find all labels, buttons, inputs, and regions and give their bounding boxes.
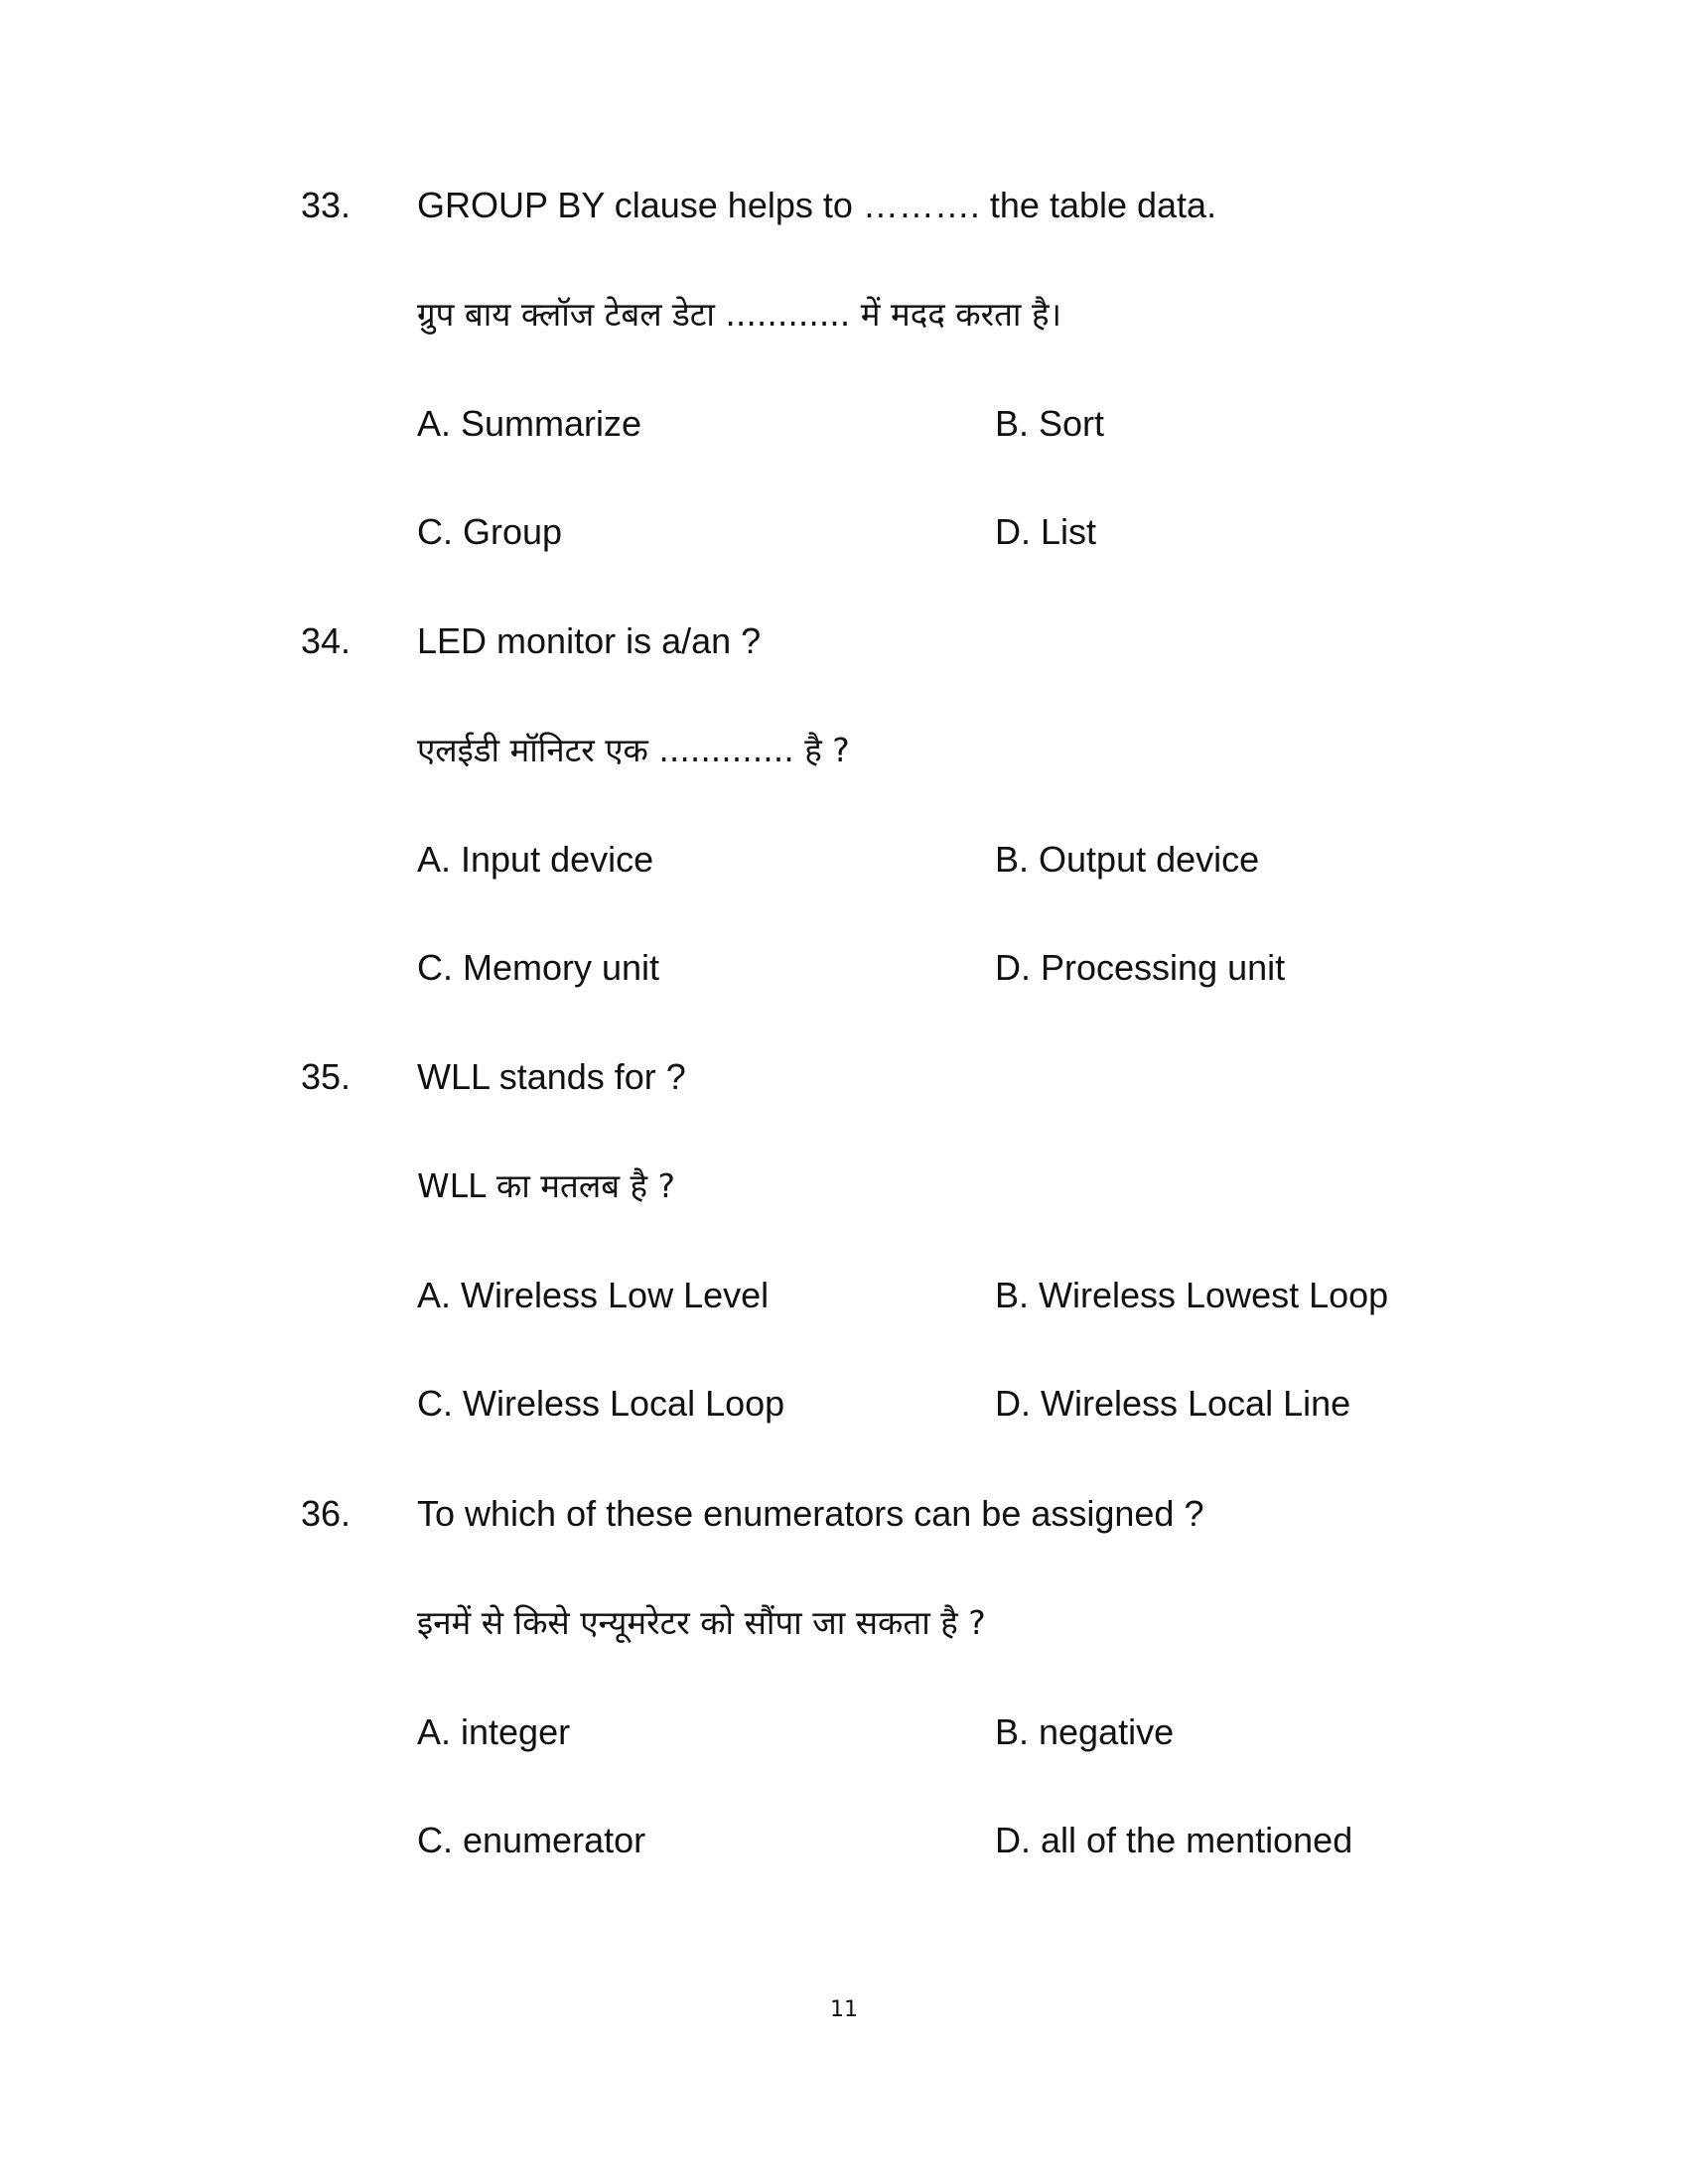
option-b: B. negative [995,1711,1175,1752]
option-b: B. Output device [995,839,1260,880]
option-c: C. enumerator [417,1820,646,1860]
question-number: 33. [301,185,352,225]
question-text-hindi: ग्रुप बाय क्लॉज टेबल डेटा ............ में मदद करता है। [417,295,1061,334]
option-a: A. Wireless Low Level [417,1275,770,1315]
option-b: B. Wireless Lowest Loop [995,1275,1389,1315]
question-text-hindi: इनमें से किसे एन्यूमरेटर को सौंपा जा सकता है ? [417,1603,986,1642]
option-a: A. integer [417,1711,571,1752]
option-a: A. Input device [417,839,654,880]
option-a: A. Summarize [417,403,642,444]
question-text: WLL stands for ? [417,1056,686,1097]
option-d: D. Wireless Local Line [995,1383,1351,1424]
option-d: D. Processing unit [995,947,1286,988]
option-d: D. List [995,511,1097,552]
option-c: C. Wireless Local Loop [417,1383,785,1424]
question-text-hindi: WLL का मतलब है ? [417,1166,676,1205]
question-text: LED monitor is a/an ? [417,620,762,661]
question-number: 36. [301,1493,352,1534]
option-c: C. Group [417,511,563,552]
question-number: 35. [301,1056,352,1097]
question-text-hindi: एलईडी मॉनिटर एक ............. है ? [417,731,850,769]
option-c: C. Memory unit [417,947,660,988]
option-d: D. all of the mentioned [995,1820,1353,1860]
option-b: B. Sort [995,403,1105,444]
question-text: To which of these enumerators can be assigned ? [417,1493,1204,1534]
question-number: 34. [301,620,352,661]
question-text: GROUP BY clause helps to ………. the table data. [417,185,1217,225]
page-number: 11 [830,1997,858,2022]
